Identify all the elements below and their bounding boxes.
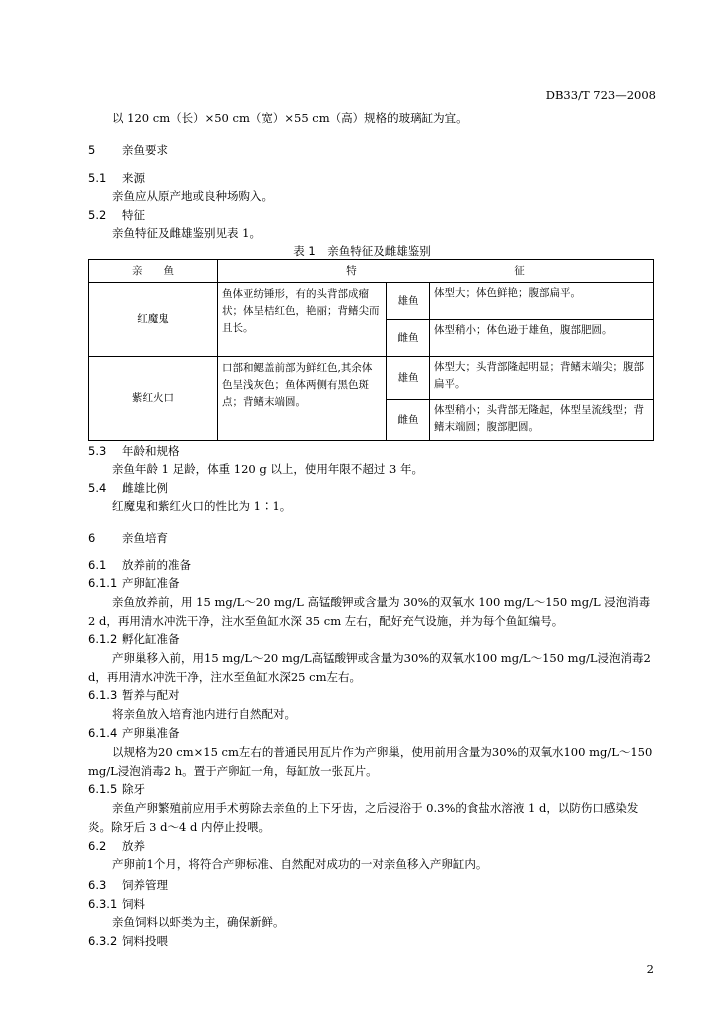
section-number: 6.1 [88,558,107,572]
section-title: 暂养与配对 [122,688,180,702]
section-number: 5.4 [88,481,107,495]
male-feature: 体型大；体色鲜艳；腹部扁平。 [430,283,654,320]
section-number: 5 [88,143,96,157]
male-feature: 体型大；头背部隆起明显；背鳍末端尖；腹部扁平。 [430,357,654,400]
table-header-row [89,260,654,283]
section-5-4-text: 红魔鬼和紫红火口的性比为 1∶1。 [112,499,292,513]
section-title: 除牙 [122,782,145,796]
section-title: 孵化缸准备 [122,632,180,646]
section-6-3-1-text: 亲鱼饲料以虾类为主，确保新鲜。 [112,915,285,929]
section-number: 6.2 [88,839,107,853]
section-6-1-3-text: 将亲鱼放入培育池内进行自然配对。 [112,707,296,721]
section-6-1-3-heading [88,687,180,703]
section-number: 6.3.1 [88,897,118,911]
section-5-2-text: 亲鱼特征及雌雄鉴别见表 1。 [112,226,261,240]
fish-description: 口部和鳃盖前部为鲜红色,其余体色呈浅灰色；鱼体两侧有黑色斑点；背鳍末端圆。 [218,357,387,441]
section-6-1-4-heading [88,725,180,741]
fish-feature-table [88,259,654,441]
sex-label-female: 雌鱼 [387,400,430,441]
table-row [89,283,654,320]
section-title: 特征 [122,208,145,222]
section-title: 雌雄比例 [122,481,168,495]
section-5-heading [88,142,168,158]
section-6-1-4-text: 以规格为20 cm×15 cm左右的普通民用瓦片作为产卵巢，使用前用含量为30%的双氧水100 mg/L～150 mg/L浸泡消毒2 h。置于产卵缸一角，每缸放一张瓦片。 [88,745,653,778]
table-caption: 表 1 亲鱼特征及雌雄鉴别 [293,244,431,258]
section-5-4-heading [88,480,168,496]
section-number: 6.1.5 [88,782,118,796]
section-number: 6 [88,531,96,545]
page-number: 2 [646,962,654,976]
section-6-heading [88,530,168,546]
section-6-3-1-heading [88,896,145,912]
intro-line: 以 120 cm（长）×50 cm（宽）×55 cm（高）规格的玻璃缸为宜。 [112,111,468,125]
section-number: 6.1.3 [88,688,118,702]
sex-label-male: 雄鱼 [387,283,430,320]
section-title: 年龄和规格 [122,444,180,458]
section-number: 5.2 [88,208,107,222]
section-number: 6.3 [88,878,107,892]
section-title: 饲料投喂 [122,934,168,948]
section-6-1-5-text: 亲鱼产卵繁殖前应用手术剪除去亲鱼的上下牙齿，之后浸浴于 0.3%的食盐水溶液 1 d，以防伤口感染发炎。除牙后 3 d～4 d 内停止投喂。 [88,801,639,834]
section-number: 5.3 [88,444,107,458]
section-5-1-text: 亲鱼应从原产地或良种场购入。 [112,189,273,203]
section-6-3-heading [88,877,168,893]
section-6-1-heading [88,557,191,573]
section-6-1-2-text: 产卵巢移入前，用15 mg/L～20 mg/L高锰酸钾或含量为30%的双氧水100 mg/L～150 mg/L浸泡消毒2 d，再用清水冲洗干净，注水至鱼缸水深25 cm左右。 [88,651,651,684]
table-row [89,357,654,400]
section-5-3-text: 亲鱼年龄 1 足龄，体重 120 g 以上，使用年限不超过 3 年。 [112,462,424,476]
section-6-1-5-heading [88,781,145,797]
section-title: 饲养管理 [122,878,168,892]
section-number: 6.1.2 [88,632,118,646]
section-title: 产卵缸准备 [122,576,180,590]
section-number: 6.3.2 [88,934,118,948]
sex-label-female: 雌鱼 [387,320,430,357]
section-5-3-heading [88,443,180,459]
section-title: 饲料 [122,897,145,911]
sex-label-male: 雄鱼 [387,357,430,400]
fish-name: 红魔鬼 [89,283,218,357]
fish-description: 鱼体亚纺锤形，有的头背部成瘤状；体呈桔红色，艳丽；背鳍尖而且长。 [218,283,387,357]
section-5-2-heading [88,207,145,223]
section-title: 亲鱼培育 [122,531,168,545]
section-6-1-1-heading [88,575,180,591]
female-feature: 体型稍小；体色逊于雄鱼，腹部肥圆。 [430,320,654,357]
section-title: 产卵巢准备 [122,726,180,740]
section-5-1-heading [88,170,145,186]
section-6-1-2-heading [88,631,180,647]
section-6-2-text: 产卵前1个月，将符合产卵标准、自然配对成功的一对亲鱼移入产卵缸内。 [112,857,488,871]
document-code: DB33/T 723—2008 [545,88,656,102]
section-title: 亲鱼要求 [122,143,168,157]
section-6-1-1-text: 亲鱼放养前，用 15 mg/L～20 mg/L 高锰酸钾或含量为 30%的双氧水 100 mg/L～150 mg/L 浸泡消毒 2 d，再用清水冲洗干净，注水至鱼缸水深 35 cm 左右，配好充气设施，并为每个鱼缸编号。 [88,595,651,628]
section-6-2-heading [88,838,145,854]
section-title: 来源 [122,171,145,185]
female-feature: 体型稍小；头背部无隆起，体型呈流线型；背鳍末端圆；腹部肥圆。 [430,400,654,441]
section-number: 6.1.1 [88,576,118,590]
section-6-3-2-heading [88,933,168,949]
fish-name: 紫红火口 [89,357,218,441]
header-feature: 特 征 [218,260,654,283]
header-fish: 亲 鱼 [89,260,218,283]
section-title: 放养前的准备 [122,558,191,572]
section-number: 6.1.4 [88,726,118,740]
section-number: 5.1 [88,171,107,185]
section-title: 放养 [122,839,145,853]
